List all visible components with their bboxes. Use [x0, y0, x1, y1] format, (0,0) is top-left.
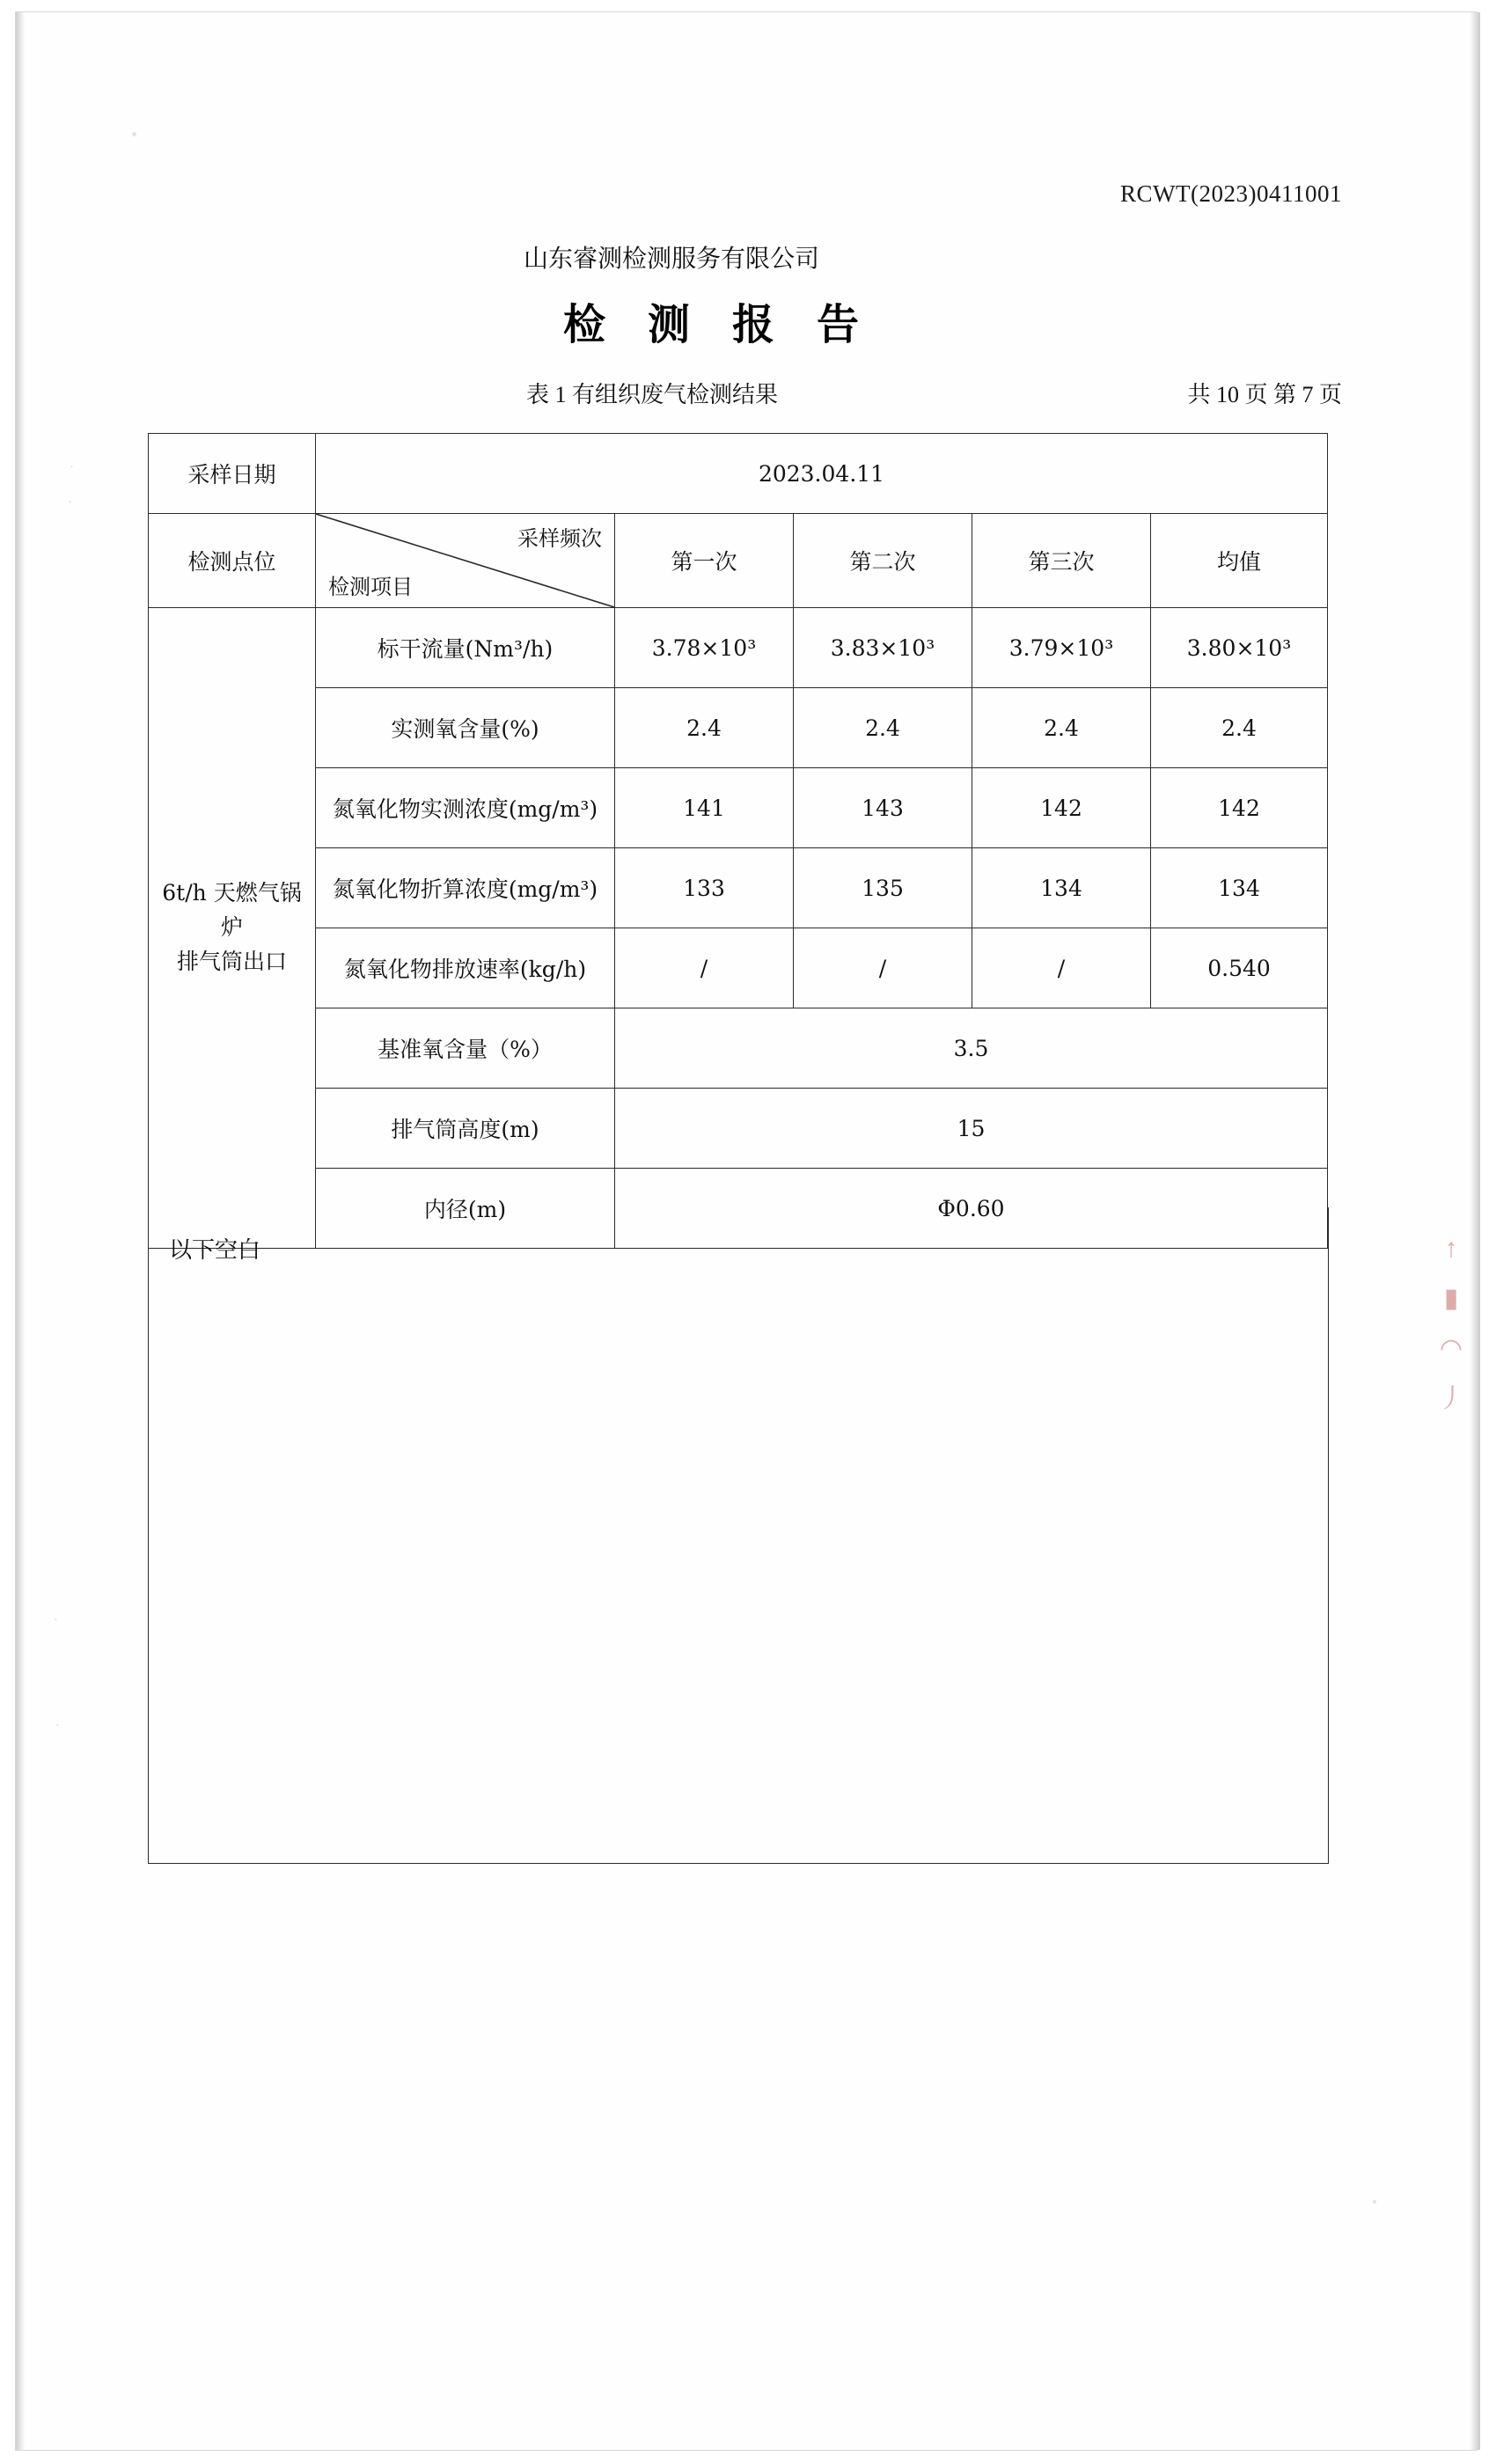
- row-value: 0.540: [1151, 928, 1328, 1008]
- row-item-label: 内径(m): [316, 1169, 615, 1249]
- stamp-mark: ◠: [1439, 1334, 1463, 1363]
- table-row: [149, 928, 1328, 1008]
- table-row: [149, 688, 1328, 768]
- scan-artifact: ·: [67, 493, 73, 512]
- row-value-merged: 15: [615, 1089, 1328, 1169]
- scan-artifact: ·: [55, 1716, 61, 1735]
- row-value: 143: [794, 768, 972, 848]
- scan-artifact: ·: [53, 1610, 59, 1630]
- row-value: 142: [972, 768, 1151, 848]
- row-value: 134: [1151, 848, 1328, 928]
- column-header-2: 第二次: [794, 514, 972, 608]
- page-title: 检 测 报 告: [563, 302, 876, 348]
- stamp-mark: 丿: [1438, 1384, 1464, 1413]
- row-value: /: [972, 928, 1151, 1008]
- row-item-label: 标干流量(Nm³/h): [316, 608, 615, 688]
- row-value: 3.78×10³: [615, 608, 794, 688]
- item-label: 检测项目: [328, 575, 413, 599]
- scan-speckle: [1373, 2200, 1376, 2204]
- row-value: 3.80×10³: [1151, 608, 1328, 688]
- table-row: [149, 768, 1328, 848]
- stamp-mark: ▮: [1443, 1284, 1459, 1313]
- results-table: [148, 433, 1328, 1249]
- row-item-label: 氮氧化物排放速率(kg/h): [316, 928, 615, 1008]
- stamp-mark: ↑: [1444, 1234, 1458, 1263]
- row-value: 135: [794, 848, 972, 928]
- red-stamp-marks: [1431, 1223, 1471, 1540]
- sampling-date-value: 2023.04.11: [316, 434, 1328, 514]
- diagonal-header-cell: [316, 514, 615, 608]
- row-value: 134: [972, 848, 1151, 928]
- table-row: [149, 608, 1328, 688]
- row-value: 2.4: [615, 688, 794, 768]
- measurement-point-cell: [149, 608, 316, 1249]
- row-item-label: 排气筒高度(m): [316, 1089, 615, 1169]
- point-name-line2: 排气筒出口: [176, 948, 287, 974]
- row-value: 133: [615, 848, 794, 928]
- page-number: 共 10 页 第 7 页: [1187, 382, 1342, 407]
- sampling-date-label: 采样日期: [149, 434, 316, 514]
- frequency-label: 采样频次: [517, 526, 602, 551]
- row-value: 142: [1151, 768, 1328, 848]
- table-row-header: [149, 514, 1328, 608]
- row-value: 2.4: [794, 688, 972, 768]
- row-value: /: [615, 928, 794, 1008]
- row-item-label: 氮氧化物实测浓度(mg/m³): [316, 768, 615, 848]
- point-name-line1: 6t/h 天燃气锅炉: [162, 880, 302, 941]
- table-row-merged: [149, 1008, 1328, 1089]
- row-item-label: 基准氧含量（%）: [316, 1008, 615, 1089]
- row-value: 2.4: [972, 688, 1151, 768]
- column-header-1: 第一次: [615, 514, 794, 608]
- table-row-date: [149, 434, 1328, 514]
- table-caption: 表 1 有组织废气检测结果: [526, 382, 779, 407]
- column-header-4: 均值: [1151, 514, 1328, 608]
- row-value-merged: 3.5: [615, 1008, 1328, 1089]
- row-value: /: [794, 928, 972, 1008]
- blank-area-box: [148, 1207, 1329, 1864]
- row-value: 3.79×10³: [972, 608, 1151, 688]
- table-row: [149, 848, 1328, 928]
- row-value: 141: [615, 768, 794, 848]
- point-header: [149, 514, 316, 608]
- table-row-merged: [149, 1089, 1328, 1169]
- scan-speckle: [132, 132, 136, 136]
- column-header-3: 第三次: [972, 514, 1151, 608]
- company-name: 山东睿测检测服务有限公司: [524, 244, 820, 273]
- row-value-merged: Φ0.60: [615, 1169, 1328, 1249]
- row-value: 2.4: [1151, 688, 1328, 768]
- row-item-label: 实测氧含量(%): [316, 688, 615, 768]
- point-label: 检测点位: [187, 549, 276, 575]
- scan-artifact: ·: [69, 458, 75, 477]
- row-value: 3.83×10³: [794, 608, 972, 688]
- row-item-label: 氮氧化物折算浓度(mg/m³): [316, 848, 615, 928]
- document-code: RCWT(2023)0411001: [1120, 180, 1342, 207]
- blank-area-label: 以下空白: [169, 1237, 261, 1263]
